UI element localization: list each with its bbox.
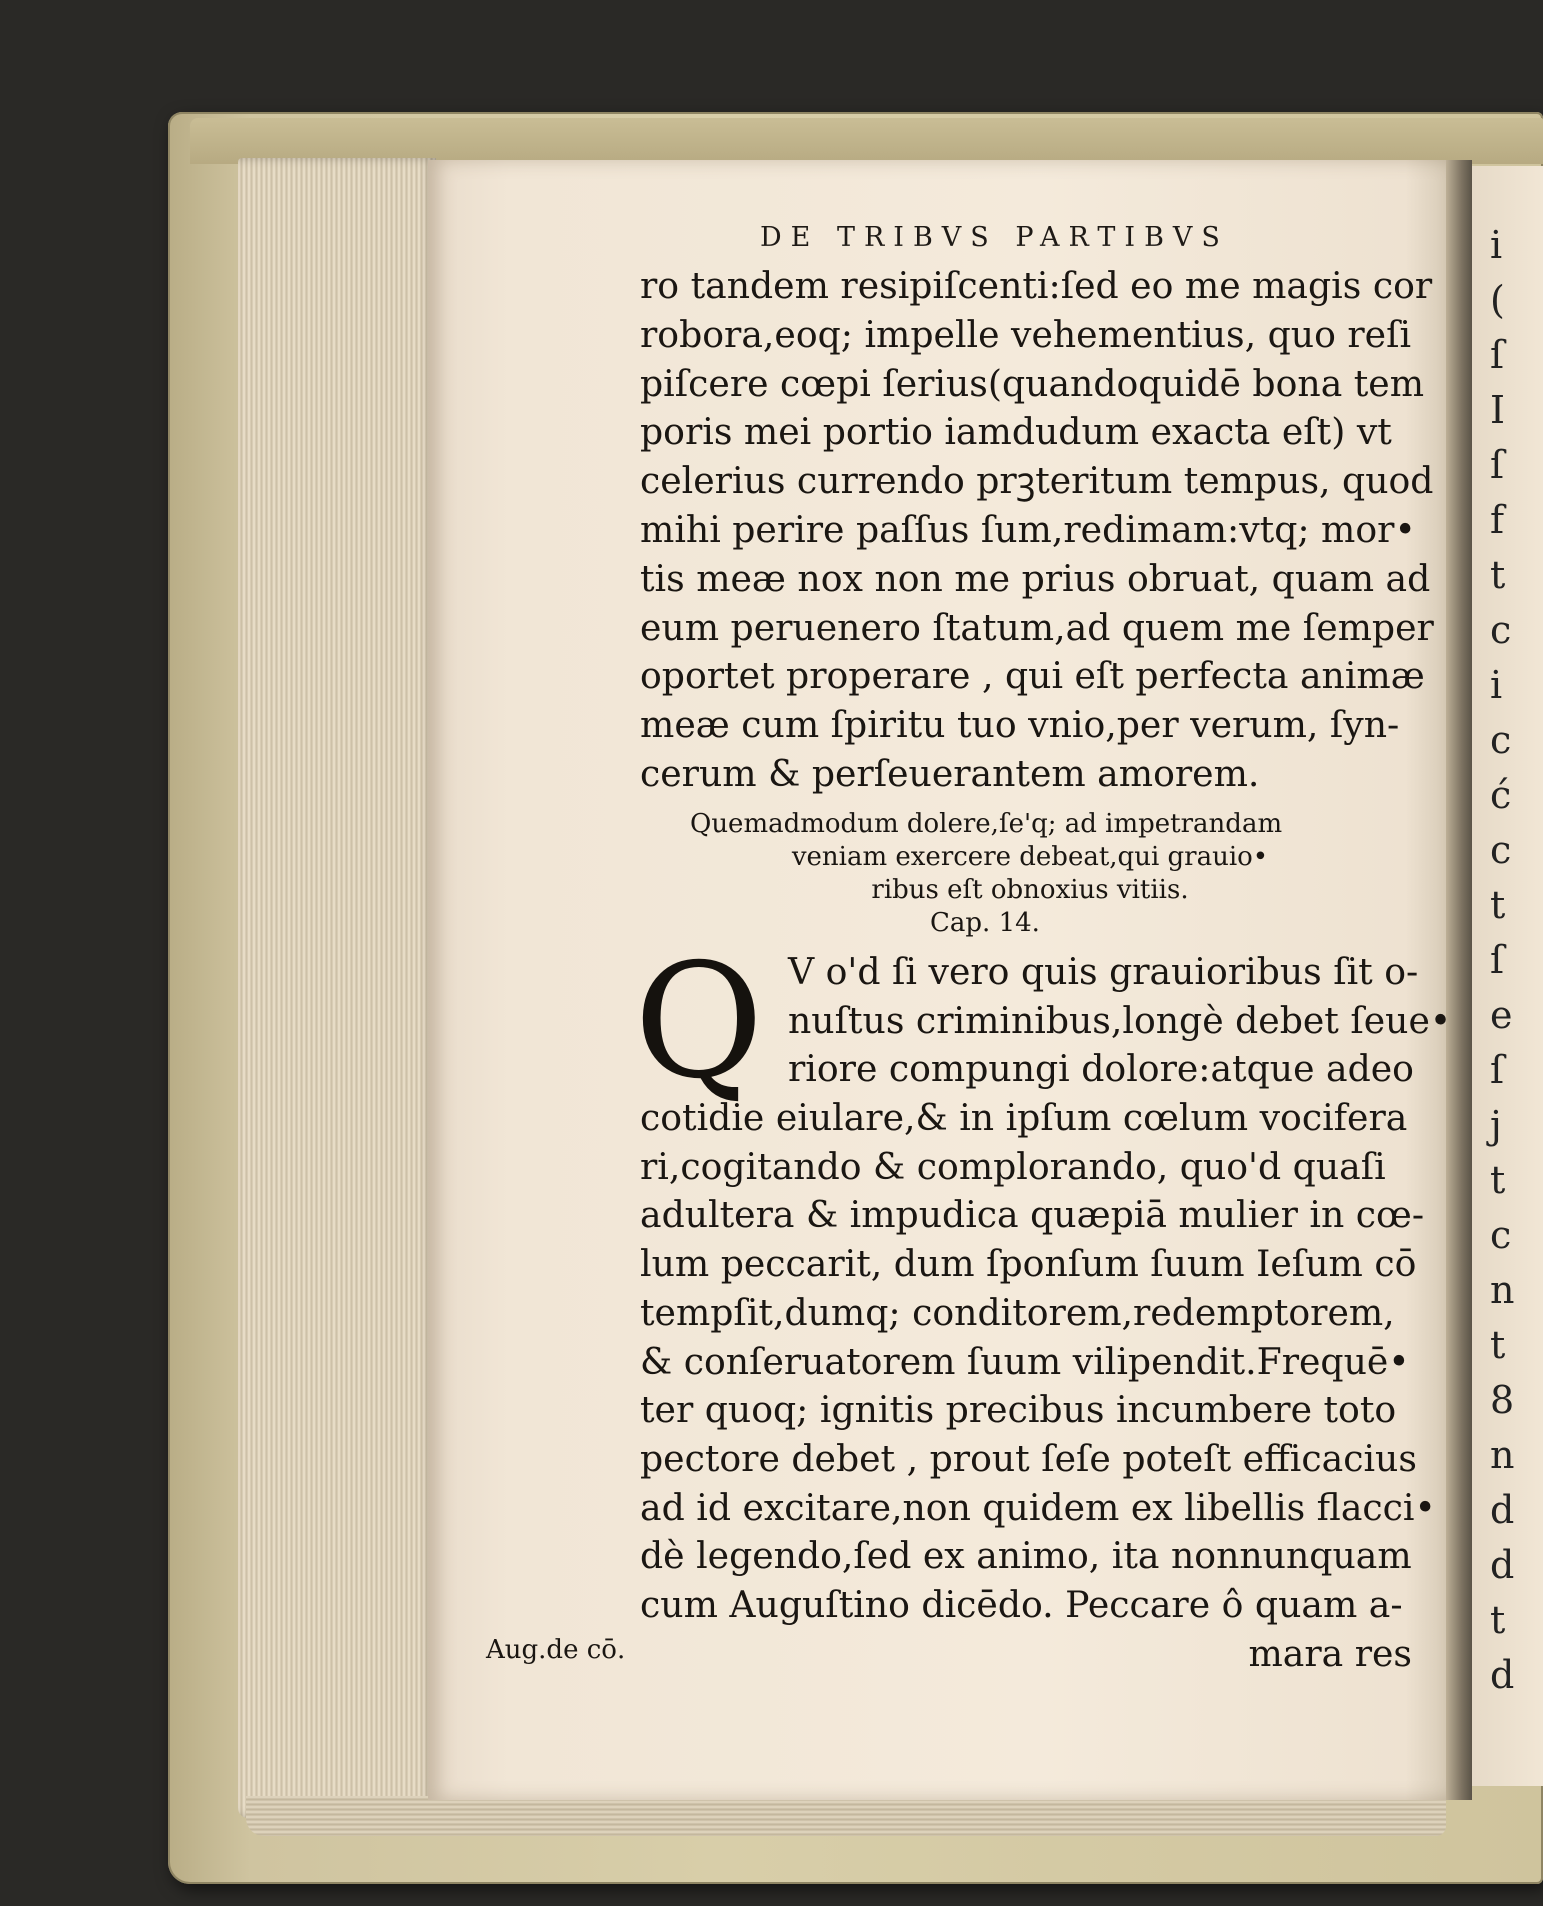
facing-page-letter: n xyxy=(1490,1433,1515,1477)
chapter_heading-line: Cap. 14. xyxy=(930,908,1040,938)
body-line: cum Auguſtino dicēdo. Peccare ô quam a- xyxy=(640,1582,1403,1626)
facing-page-letter: j xyxy=(1490,1103,1502,1147)
body-line: dè legendo,ſed ex animo, ita nonnunquam xyxy=(640,1534,1412,1578)
chapter_heading-line: Quemadmodum dolere,ſe'q; ad impetrandam xyxy=(690,809,1283,839)
text-block-top xyxy=(640,262,1434,799)
page-fore-edge xyxy=(238,158,436,1818)
body-line: cotidie eiulare,& in ipſum cœlum vocifera xyxy=(640,1096,1408,1140)
facing-page-letter: 8 xyxy=(1490,1378,1515,1422)
facing-page-letter: n xyxy=(1490,1268,1515,1312)
text-block-chapter xyxy=(640,948,1452,1678)
lines-line: celerius currendo prꝫteritum tempus, quod xyxy=(640,459,1434,503)
chapter_heading-line: ribus eſt obnoxius vitiis. xyxy=(871,875,1189,905)
facing-page-letter: t xyxy=(1490,1598,1506,1642)
facing-page-letter: e xyxy=(1490,993,1513,1037)
facing-page-letter: t xyxy=(1490,553,1506,597)
margin-note: Aug.de cō. xyxy=(486,1635,626,1665)
lines-line: oportet properare , qui eſt perfecta animæ xyxy=(640,654,1425,698)
facing-page-letter: d xyxy=(1490,1653,1515,1697)
body-line: mara res xyxy=(1248,1631,1412,1675)
facing-page-letter: c xyxy=(1490,608,1512,652)
body-line: ter quoq; ignitis precibus incumbere toto xyxy=(640,1388,1397,1432)
lines-line: robora,eoq; impelle vehementius, quo reſi xyxy=(640,312,1412,356)
facing-page-letter: ć xyxy=(1490,773,1512,817)
lines-line: poris mei portio iamdudum exacta eſt) vt xyxy=(640,410,1392,454)
facing-page-letter: d xyxy=(1490,1543,1515,1587)
body-line: adultera & impudica quæpiā mulier in cœ- xyxy=(640,1193,1425,1237)
lines-line: tis meæ nox non me prius obruat, quam ad xyxy=(640,556,1431,600)
facing-page-letter: I xyxy=(1490,388,1506,432)
drop-cap-initial: Q xyxy=(634,930,764,1114)
chapter_heading-line: veniam exercere debeat,qui grauio• xyxy=(791,842,1269,872)
lines-line: mihi perire paſſus ſum,redimam:vtq; mor• xyxy=(640,507,1416,551)
facing-page-letter: c xyxy=(1490,828,1512,872)
facing-page-letter: i xyxy=(1490,223,1503,267)
body-line: tempſit,dumq; conditorem,redemptorem, xyxy=(640,1290,1395,1334)
lines-line: piſcere cœpi ſerius(quandoquidē bona tem xyxy=(640,361,1425,405)
facing-page-letter: c xyxy=(1490,718,1512,762)
body-line: ri,cogitando & complorando, quo'd quaſi xyxy=(640,1144,1386,1188)
facing-page-letter: f xyxy=(1490,498,1505,542)
running-head: DE TRIBVS PARTIBVS xyxy=(760,222,1229,253)
facing-page xyxy=(1472,166,1543,1786)
facing-page-letter: c xyxy=(1490,1213,1512,1257)
facing-page-letter: ſ xyxy=(1490,333,1505,377)
body-line: nuſtus criminibus,longè debet ſeue• xyxy=(788,998,1452,1042)
facing-page-letter: ( xyxy=(1490,278,1505,322)
facing-page-letter: ſ xyxy=(1490,443,1505,487)
chapter-heading xyxy=(640,808,1420,940)
facing-page-letter: d xyxy=(1490,1488,1515,1532)
lines-line: meæ cum ſpiritu tuo vnio,per verum, ſyn- xyxy=(640,703,1400,747)
facing-page-letter: t xyxy=(1490,1158,1506,1202)
book-gutter xyxy=(1446,160,1472,1800)
body-line: pectore debet , prout ſeſe poteſt efficacius xyxy=(640,1436,1417,1480)
facing-page-letter: t xyxy=(1490,883,1506,927)
lines-line: cerum & perſeuerantem amorem. xyxy=(640,751,1260,795)
body-line: lum peccarit, dum ſponſum ſuum Ieſum cō xyxy=(640,1242,1417,1286)
body-line: & conſeruatorem ſuum vilipendit.Frequē• xyxy=(640,1339,1410,1383)
facing-page-letter: i xyxy=(1490,663,1503,707)
lines-line: ro tandem resipiſcenti:ſed eo me magis cor xyxy=(640,264,1433,307)
body-line: V o'd ſi vero quis grauioribus ſit o- xyxy=(788,950,1419,993)
facing-page-letter: ſ xyxy=(1490,1048,1505,1092)
facing-page-letter: t xyxy=(1490,1323,1506,1367)
page-bottom-edge xyxy=(246,1796,1446,1836)
lines-line: eum peruenero ſtatum,ad quem me ſemper xyxy=(640,605,1434,649)
facing-page-letter: ſ xyxy=(1490,938,1505,982)
body-line: riore compungi dolore:atque adeo xyxy=(788,1047,1414,1091)
body-line: ad id excitare,non quidem ex libellis flacci• xyxy=(640,1485,1436,1529)
